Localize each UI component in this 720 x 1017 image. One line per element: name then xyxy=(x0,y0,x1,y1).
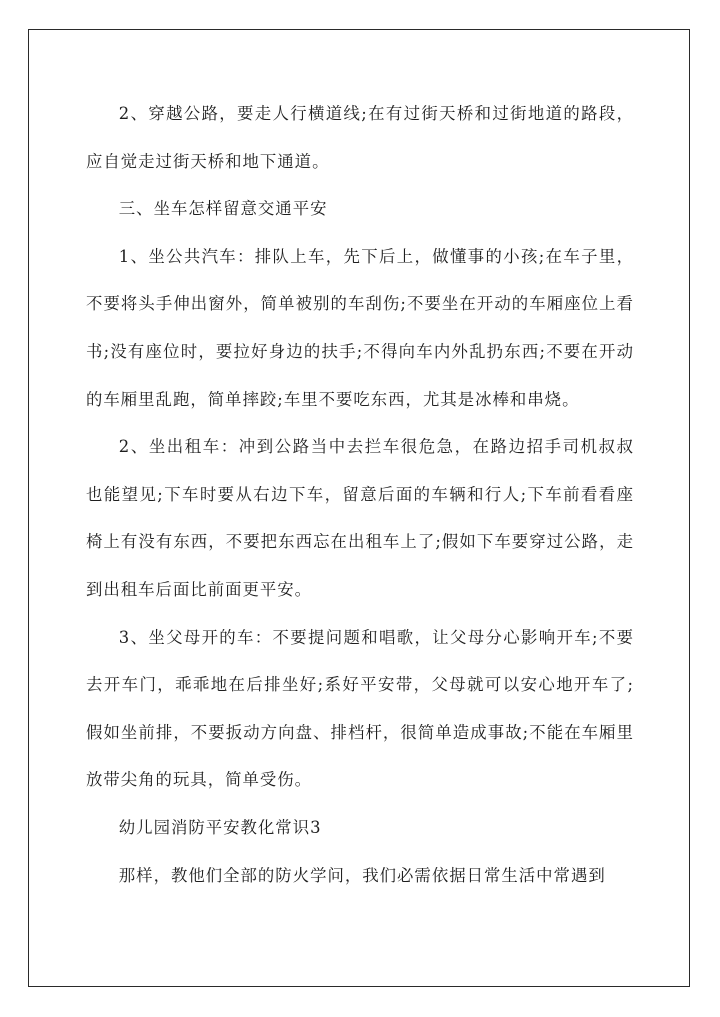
paragraph-fire-knowledge: 那样，教他们全部的防火学问，我们必需依据日常生活中常遇到 xyxy=(118,865,606,885)
section-heading-riding-safety: 三、坐车怎样留意交通平安 xyxy=(118,199,328,219)
paragraph-parents-car: 3、坐父母开的车：不要提问题和唱歌，让父母分心影响开车;不要去开车门，乖乖地在后排坐好;系好平安带，父母就可以安心地开车了;假如坐前排，不要扳动方向盘、排档杆，很简单造成事故;不能在车厢里放带尖角的玩具，简单受伤。 xyxy=(86,627,634,790)
section-heading-fire-safety: 幼儿园消防平安教化常识3 xyxy=(118,817,322,837)
paragraph-public-bus: 1、坐公共汽车：排队上车，先下后上，做懂事的小孩;在车子里，不要将头手伸出窗外，简单被别的车刮伤;不要坐在开动的车厢座位上看书;没有座位时，要拉好身边的扶手;不得向车内外乱扔东西;不要在开动的车厢里乱跑，简单摔跤;车里不要吃东西，尤其是冰棒和串烧。 xyxy=(86,246,634,409)
paragraph-taxi: 2、坐出租车：冲到公路当中去拦车很危急，在路边招手司机叔叔也能望见;下车时要从右边下车，留意后面的车辆和行人;下车前看看座椅上有没有东西，不要把东西忘在出租车上了;假如下车要穿过公路，走到出租车后面比前面更平安。 xyxy=(86,437,634,599)
paragraph-crossing-road: 2、穿越公路，要走人行横道线;在有过街天桥和过街地道的路段，应自觉走过街天桥和地下通道。 xyxy=(86,104,634,171)
document-body xyxy=(86,90,634,899)
